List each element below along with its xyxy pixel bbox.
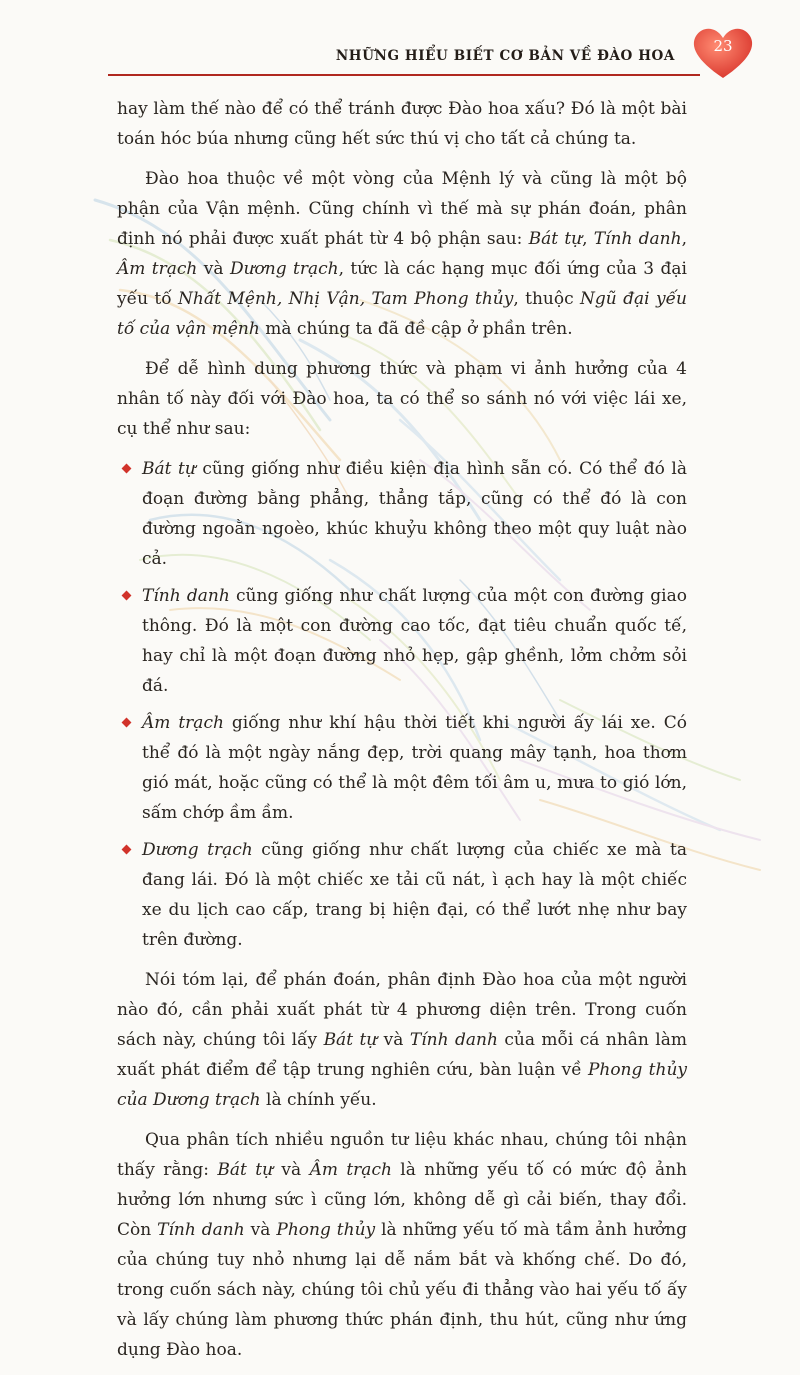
paragraph-3: Để dễ hình dung phương thức và phạm vi ảnh hưởng của 4 nhân tố này đối với Đào hoa, ta có thể so sánh nó với việc lái xe, cụ thể như sau: [117, 359, 687, 439]
diamond-bullet-icon [122, 718, 132, 728]
paragraph-1: hay làm thế nào để có thể tránh được Đào hoa xấu? Đó là một bài toán hóc búa nhưng cũng hết sức thú vị cho tất cả chúng ta. [117, 99, 687, 149]
list-item: Bát tự cũng giống như điều kiện địa hình sẵn có. Có thể đó là đoạn đường bằng phẳng, thẳng tắp, cũng có thể đó là con đường ngoằn ngoèo, khúc khuỷu không theo một quy luật nào cả. [117, 454, 687, 574]
page-number: 23 [713, 37, 733, 55]
diamond-bullet-icon [122, 845, 132, 855]
diamond-bullet-icon [122, 464, 132, 474]
list-item: Tính danh cũng giống như chất lượng của một con đường giao thông. Đó là một con đường cao tốc, đạt tiêu chuẩn quốc tế, hay chỉ là một đoạn đường nhỏ hẹp, gập ghềnh, lởm chởm sỏi đá. [117, 581, 687, 701]
list-item: Dương trạch cũng giống như chất lượng của chiếc xe mà ta đang lái. Đó là một chiếc xe tải cũ nát, ì ạch hay là một chiếc xe du lịch cao cấp, trang bị hiện đại, có thể lướt nhẹ như bay trên đường. [117, 835, 687, 955]
running-header-title: NHỮNG HIỂU BIẾT CƠ BẢN VỀ ĐÀO HOA [335, 48, 675, 64]
paragraph-4: Nói tóm lại, để phán đoán, phân định Đào hoa của một người nào đó, cần phải xuất phát từ 4 phương diện trên. Trong cuốn sách này, chúng tôi lấy Bát tự và Tính danh của mỗi cá nhân làm xuất phát điểm để tập trung nghiên cứu, bàn luận về Phong thủy của Dương trạch là chính yếu. [117, 970, 687, 1110]
diamond-bullet-icon [122, 591, 132, 601]
body-text [117, 94, 687, 1375]
list-item: Âm trạch giống như khí hậu thời tiết khi người ấy lái xe. Có thể đó là một ngày nắng đẹp, trời quang mây tạnh, hoa thơm gió mát, hoặc cũng có thể là một đêm tối âm u, mưa to gió lớn, sấm chớp ầm ầm. [117, 708, 687, 828]
comparison-list [117, 454, 687, 955]
paragraph-2: Đào hoa thuộc về một vòng của Mệnh lý và cũng là một bộ phận của Vận mệnh. Cũng chính vì thế mà sự phán đoán, phân định nó phải được xuất phát từ 4 bộ phận sau: Bát tự, Tính danh, Âm trạch và Dương trạch, tức là các hạng mục đối ứng của 3 đại yếu tố Nhất Mệnh, Nhị Vận, Tam Phong thủy, thuộc Ngũ đại yếu tố của vận mệnh mà chúng ta đã đề cập ở phần trên. [117, 169, 687, 339]
header-rule [108, 74, 700, 76]
paragraph-5: Qua phân tích nhiều nguồn tư liệu khác nhau, chúng tôi nhận thấy rằng: Bát tự và Âm trạch là những yếu tố có mức độ ảnh hưởng lớn nhưng sức ì cũng lớn, không dễ gì cải biến, thay đổi. Còn Tính danh và Phong thủy là những yếu tố mà tầm ảnh hưởng của chúng tuy nhỏ nhưng lại dễ nắm bắt và khống chế. Do đó, trong cuốn sách này, chúng tôi chủ yếu đi thẳng vào hai yếu tố ấy và lấy chúng làm phương thức phán định, thu hút, cũng như ứng dụng Đào hoa. [117, 1130, 687, 1360]
